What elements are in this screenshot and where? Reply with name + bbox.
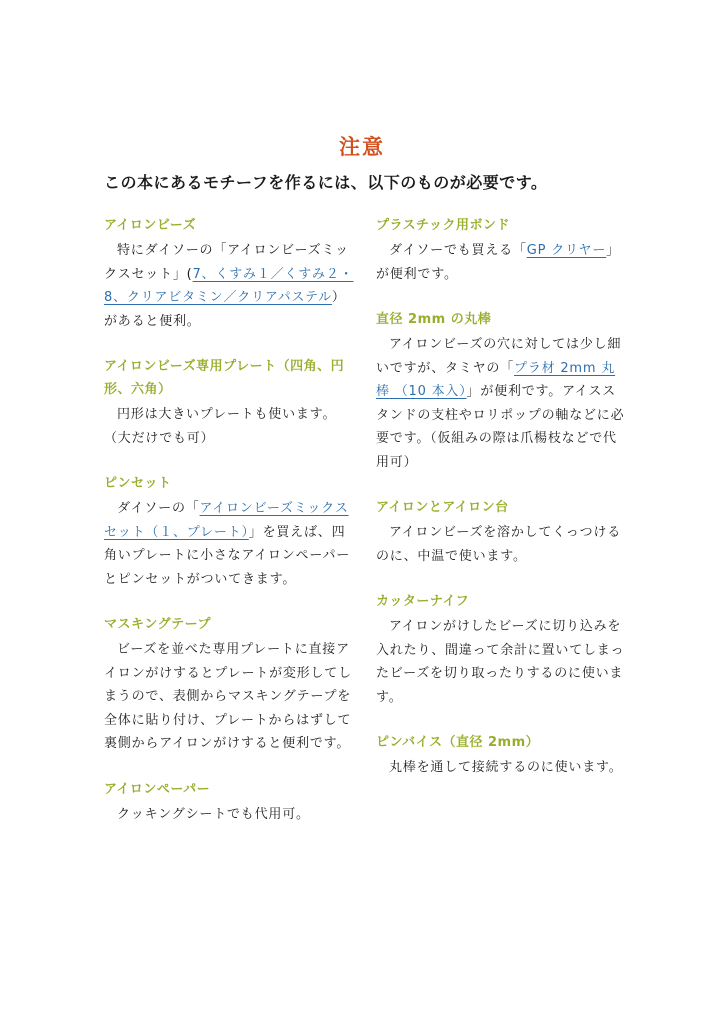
product-link[interactable]: プラ材 2mm 丸棒 （10 本入） — [376, 360, 616, 399]
product-link[interactable]: アイロンビーズミックスセット（１、プレート） — [104, 501, 349, 540]
section-cutter-knife — [376, 590, 628, 709]
left-column — [104, 214, 356, 848]
section-body — [104, 239, 356, 333]
section-round-rod — [376, 308, 628, 474]
body-text: ダイソーでも買える「 — [389, 243, 527, 258]
body-text: ダイソーの「 — [117, 501, 200, 516]
section-body — [376, 615, 628, 709]
body-text: アイロンビーズの穴に対しては少し細いですが、タミヤの「 — [376, 337, 622, 376]
body-text: アイロンビーズを溶かしてくっつけるのに、中温で使います。 — [376, 525, 622, 564]
body-text: 」が便利です。アイススタンドの支柱やロリポップの軸などに必要です。（仮組みの際は爪楊枝などで代用可） — [376, 384, 625, 470]
section-plates — [104, 355, 356, 450]
section-body — [104, 403, 356, 450]
section-heading: アイロンとアイロン台 — [376, 500, 509, 515]
section-body — [376, 239, 628, 286]
section-heading: アイロンビーズ専用プレート（四角、円形、六角） — [104, 359, 345, 397]
body-text: ）があると便利。 — [104, 290, 346, 329]
section-iron-beads — [104, 214, 356, 333]
section-body — [104, 803, 356, 827]
section-masking-tape — [104, 613, 356, 756]
section-heading: プラスチック用ボンド — [376, 218, 510, 233]
section-tweezers — [104, 472, 356, 591]
body-text: 円形は大きいプレートも使います。（大だけでも可） — [104, 407, 337, 446]
body-text: クッキングシートでも代用可。 — [117, 806, 310, 822]
body-text: ビーズを並べた専用プレートに直接アイロンがけするとプレートが変形してしまうので、表側からマスキングテープを全体に貼り付け、プレートからはずして裏側からアイロンがけすると便利です。 — [104, 642, 352, 751]
section-heading: アイロンペーパー — [104, 781, 211, 797]
body-text: 」を買えば、四角いプレートに小さなアイロンペーパーとピンセットがついてきます。 — [104, 524, 351, 587]
section-iron-paper — [104, 778, 356, 827]
section-heading: ピンセット — [104, 476, 172, 491]
section-body — [104, 497, 356, 591]
intro-text: この本にあるモチーフを作るには、以下のものが必要です。 — [104, 173, 548, 192]
product-link[interactable]: 7、くすみ１／くすみ２・8、クリアビタミン／クリアパステル — [104, 266, 354, 305]
section-heading: マスキングテープ — [104, 617, 211, 632]
section-iron-and-board — [376, 496, 628, 568]
product-link[interactable]: GP クリヤー — [526, 243, 607, 258]
section-body — [104, 638, 356, 756]
right-column — [376, 214, 628, 802]
section-pin-vise — [376, 731, 628, 780]
page-title: 注意 — [339, 135, 385, 159]
section-heading: 直径 2mm の丸棒 — [376, 312, 492, 327]
section-heading: カッターナイフ — [376, 594, 470, 609]
body-text: 特にダイソーの「アイロンビーズミックスセット」( — [104, 243, 349, 282]
section-plastic-glue — [376, 214, 628, 286]
section-body — [376, 521, 628, 568]
body-text: 丸棒を通して接続するのに使います。 — [389, 760, 623, 775]
section-heading: アイロンビーズ — [104, 218, 197, 233]
body-text: アイロンがけしたビーズに切り込みを入れたり、間違って余計に置いてしまったビーズを切り取ったりするのに使います。 — [376, 619, 625, 705]
section-heading: ピンバイス（直径 2mm） — [376, 735, 540, 750]
section-body — [376, 333, 628, 474]
body-text: 」が便利です。 — [376, 243, 620, 282]
section-body — [376, 756, 628, 780]
